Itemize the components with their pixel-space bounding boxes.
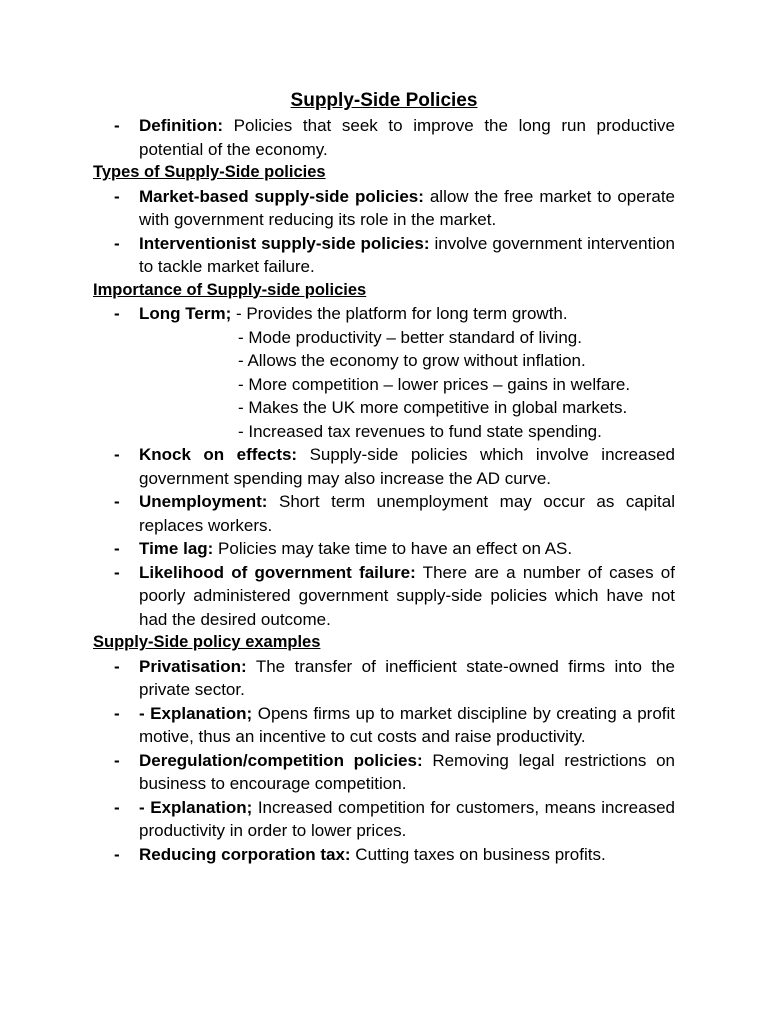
sub-item: - More competition – lower prices – gains in welfare.	[238, 374, 631, 394]
page-title: Supply-Side Policies	[290, 90, 478, 111]
item-text: Supply-side policies which involve increased government spending may also increase the AD curve.	[139, 445, 675, 488]
item-label: Interventionist supply-side policies:	[139, 233, 430, 253]
list-item-long-term	[93, 302, 675, 326]
item-text: Opens firms up to market discipline by creating a profit motive, thus an incentive to cut costs and raise productivity.	[139, 703, 675, 746]
bullet-dash: -	[114, 844, 120, 864]
item-text: Policies may take time to have an effect on AS.	[213, 539, 573, 558]
list-item	[93, 749, 675, 796]
list-item	[93, 655, 675, 702]
item-label: Knock on effects:	[139, 445, 298, 464]
bullet-dash: -	[114, 539, 120, 558]
list-item	[93, 561, 675, 632]
bullet-dash: -	[114, 797, 120, 817]
item-label: Likelihood of government failure:	[139, 562, 416, 582]
bullet-dash: -	[114, 492, 120, 511]
list-item	[93, 185, 675, 232]
item-text: Removing legal restrictions on business to encourage competition.	[139, 750, 675, 793]
bullet-dash: -	[114, 233, 120, 253]
item-text: allow the free market to operate with government reducing its role in the market.	[139, 186, 676, 229]
sub-item: - Allows the economy to grow without inflation.	[238, 351, 586, 370]
item-label: Privatisation:	[139, 656, 247, 676]
section-heading-types: Types of Supply-Side policies	[93, 163, 326, 181]
item-text: Cutting taxes on business profits.	[350, 844, 606, 864]
list-item	[93, 796, 675, 843]
item-text: There are a number of cases of poorly administered government supply-side policies which have not had the desired outcome.	[139, 562, 675, 629]
bullet-dash: -	[114, 656, 120, 676]
item-label: Deregulation/competition policies:	[139, 750, 423, 770]
item-text: - Provides the platform for long term growth.	[231, 304, 568, 323]
sub-item: - Increased tax revenues to fund state spending.	[238, 421, 602, 441]
item-label: - Explanation;	[139, 797, 253, 817]
list-item	[93, 537, 675, 561]
list-item	[93, 843, 675, 867]
list-item	[93, 443, 675, 490]
list-item	[93, 702, 675, 749]
item-label: - Explanation;	[139, 703, 253, 723]
bullet-dash: -	[114, 445, 120, 464]
item-text: Short term unemployment may occur as capital replaces workers.	[139, 492, 675, 535]
item-text: Increased competition for customers, means increased productivity in order to lower prices.	[139, 797, 675, 840]
item-label: Long Term;	[139, 304, 232, 323]
item-label: Unemployment:	[139, 492, 268, 511]
item-label: Reducing corporation tax:	[139, 844, 351, 864]
list-item	[93, 232, 675, 279]
bullet-dash: -	[114, 186, 120, 206]
section-heading-importance: Importance of Supply-side policies	[93, 280, 367, 299]
list-item-definition	[93, 114, 675, 161]
item-label: Market-based supply-side policies:	[139, 186, 424, 206]
sub-item: - Mode productivity – better standard of living.	[238, 327, 582, 347]
item-text: Policies that seek to improve the long run productive potential of the economy.	[139, 116, 675, 159]
item-text: The transfer of inefficient state-owned firms into the private sector.	[139, 656, 675, 699]
bullet-dash: -	[114, 562, 120, 582]
bullet-dash: -	[114, 304, 120, 323]
item-label: Definition:	[139, 116, 224, 135]
list-item	[93, 490, 675, 537]
bullet-dash: -	[114, 703, 120, 723]
document-body	[93, 114, 675, 866]
bullet-dash: -	[114, 750, 120, 770]
sub-item: - Makes the UK more competitive in global markets.	[238, 398, 628, 417]
item-label: Time lag:	[139, 539, 214, 558]
section-heading-examples: Supply-Side policy examples	[93, 633, 321, 651]
item-text: involve government intervention to tackle market failure.	[139, 233, 675, 276]
bullet-dash: -	[114, 116, 120, 135]
